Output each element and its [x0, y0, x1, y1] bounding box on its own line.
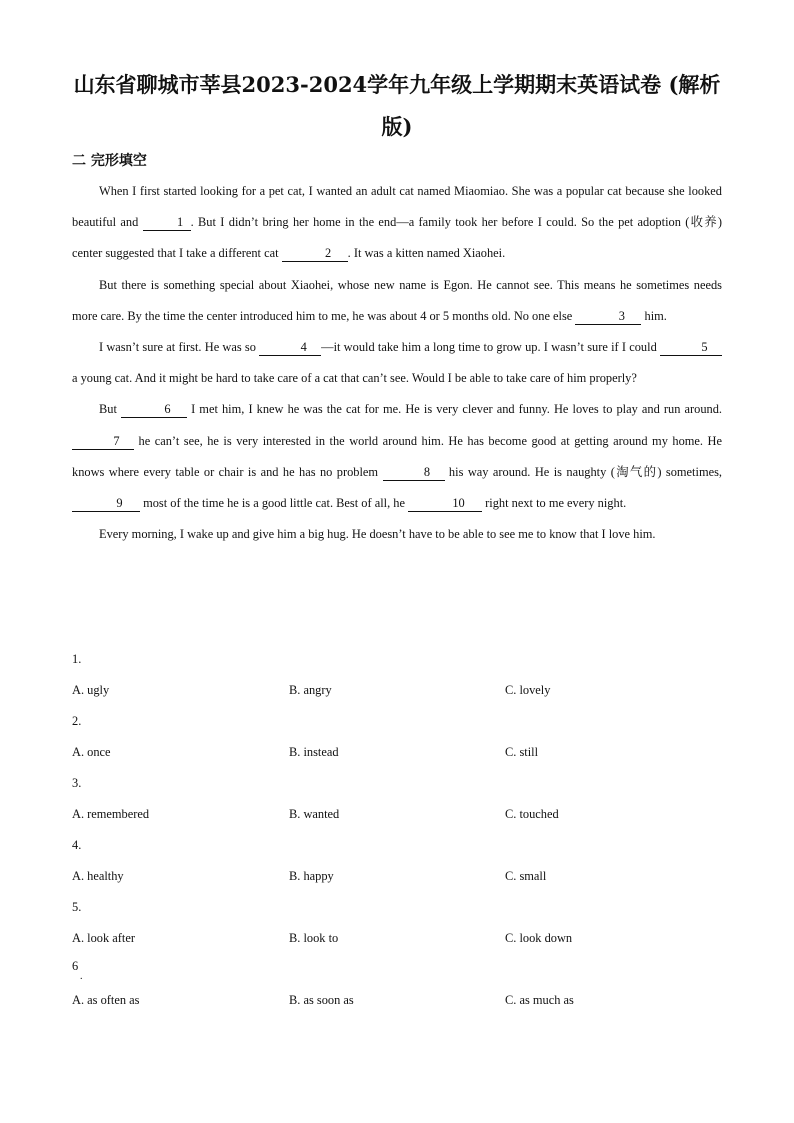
- passage-text: him.: [641, 308, 667, 323]
- option-c: C. small: [505, 869, 547, 883]
- option-row: [72, 985, 722, 1016]
- passage-text: a young cat. And it might be hard to take care of a cat that can’t see. Would I be able to take care of him properly?: [72, 371, 637, 386]
- blank-7: 7: [72, 433, 134, 450]
- option-a: A. healthy: [72, 869, 124, 883]
- option-c: C. still: [505, 745, 539, 759]
- passage-text: I wasn’t sure at first. He was so: [99, 340, 260, 355]
- blank-10: 10: [408, 495, 482, 512]
- option-a: A. remembered: [72, 807, 150, 821]
- option-c: C. touched: [505, 807, 559, 821]
- passage-text: —it would take him a long time to grow up. I wasn’t sure if I could: [321, 340, 660, 355]
- paragraph-5: Every morning, I wake up and give him a big hug. He doesn’t have to be able to see me to know that I love him.: [99, 527, 656, 542]
- passage-text: But there is something special about Xiaohei, whose new name is Egon. He cannot see. This means he sometimes needs more care. By the time the center introduced him to me, he was about 4 or 5 months old. No one else: [72, 277, 722, 323]
- question-number: 4.: [72, 838, 82, 852]
- option-c: C. lovely: [505, 683, 551, 697]
- question-list: [72, 644, 722, 1016]
- option-b: B. happy: [289, 869, 334, 883]
- option-row: [72, 799, 722, 830]
- blank-4: 4: [259, 339, 321, 356]
- option-b: B. wanted: [289, 807, 340, 821]
- option-a: A. once: [72, 745, 111, 759]
- option-a: A. look after: [72, 931, 135, 945]
- blank-2: 2: [282, 245, 348, 262]
- option-row: [72, 923, 722, 954]
- option-b: B. look to: [289, 931, 339, 945]
- paragraph-1: [72, 176, 722, 270]
- blank-6: 6: [121, 401, 187, 418]
- question-number: [72, 954, 722, 985]
- option-c: C. as much as: [505, 993, 574, 1007]
- passage-text: But: [99, 402, 121, 417]
- blank-8: 8: [383, 464, 445, 481]
- question-number: 1.: [72, 652, 82, 666]
- passage-text: I met him, I knew he was the cat for me. He is very clever and funny. He loves to play and run around.: [187, 402, 722, 417]
- option-row: [72, 861, 722, 892]
- question-number: 5.: [72, 900, 82, 914]
- paragraph-4: [72, 394, 722, 519]
- option-row: [72, 737, 722, 768]
- passage-text: . But I didn’t bring her home in the end—a family took her before I could. So the pet adoption (收养) center suggested that I take a different cat: [72, 215, 722, 261]
- option-b: B. as soon as: [289, 993, 354, 1007]
- passage-text: When I first started looking for a pet cat, I wanted an adult cat named Miaomiao. She was a popular cat because she looked beautiful and: [72, 184, 722, 230]
- paragraph-2: [72, 270, 722, 332]
- option-b: B. angry: [289, 683, 332, 697]
- passage-text: . It was a kitten named Xiaohei.: [347, 246, 506, 261]
- question-number-text: 6: [72, 959, 79, 973]
- option-a: A. ugly: [72, 683, 110, 697]
- blank-3: 3: [575, 308, 641, 325]
- question-number: 3.: [72, 776, 82, 790]
- option-a: A. as often as: [72, 993, 140, 1007]
- paragraph-3: [72, 332, 722, 394]
- option-b: B. instead: [289, 745, 339, 759]
- question-number-dot: .: [80, 971, 83, 982]
- blank-1: 1: [143, 214, 191, 231]
- blank-5: 5: [660, 339, 722, 356]
- passage-text: he can’t see, he is very interested in the world around him. He has become good at getting around my home. He knows where every table or chair is and he has no problem: [72, 433, 722, 479]
- blank-9: 9: [72, 495, 140, 512]
- passage-text: his way around. He is naughty (淘气的) sometimes,: [444, 464, 723, 479]
- passage-text: right next to me every night.: [482, 496, 627, 511]
- passage-text: most of the time he is a good little cat. Best of all, he: [140, 496, 409, 511]
- option-c: C. look down: [505, 931, 573, 945]
- cloze-passage: [72, 176, 722, 550]
- section-heading: 二 完形填空: [72, 153, 147, 169]
- document-title: 山东省聊城市莘县2023-2024学年九年级上学期期末英语试卷 (解析版): [73, 72, 721, 139]
- option-row: [72, 675, 722, 706]
- question-number: 2.: [72, 714, 82, 728]
